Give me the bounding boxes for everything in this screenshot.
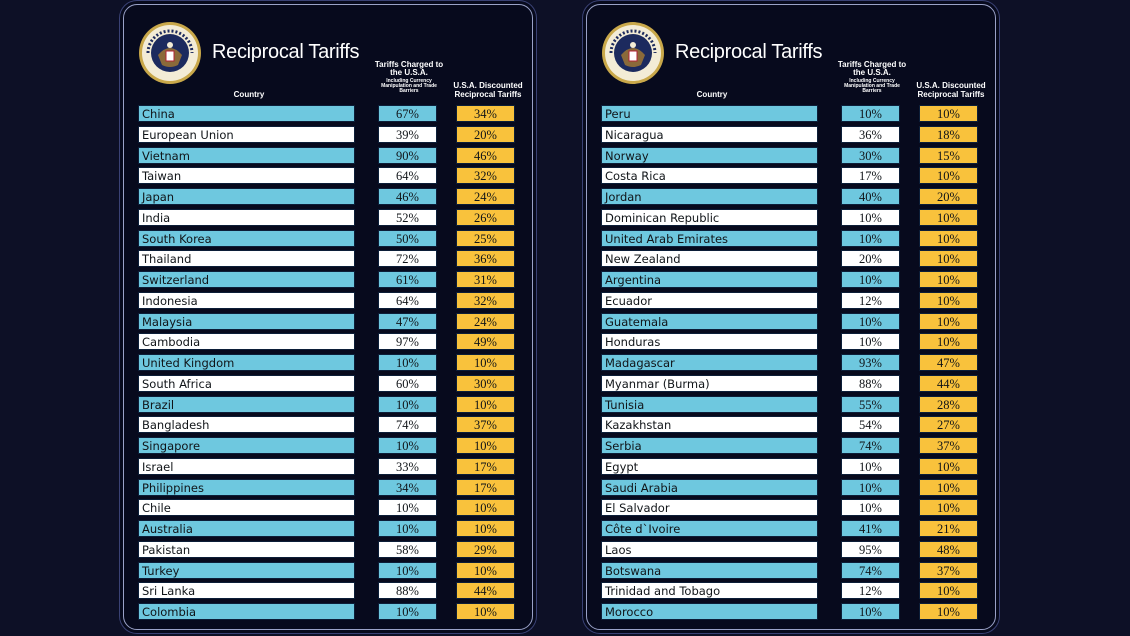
country-cell: Pakistan	[138, 541, 355, 558]
tariff-charged-cell: 10%	[841, 333, 900, 350]
reciprocal-tariff-cell: 31%	[456, 271, 515, 288]
tariff-charged-cell: 54%	[841, 416, 900, 433]
country-cell: China	[138, 105, 355, 122]
column-header-charged-subtitle: Including Currency Manipulation and Trade Barriers	[844, 77, 900, 95]
table-row	[601, 603, 991, 620]
reciprocal-tariff-cell: 21%	[919, 520, 978, 537]
country-cell: South Korea	[138, 230, 355, 247]
reciprocal-tariff-cell: 17%	[456, 479, 515, 496]
country-cell: Nicaragua	[601, 126, 818, 143]
reciprocal-tariff-cell: 10%	[919, 105, 978, 122]
country-cell: Peru	[601, 105, 818, 122]
reciprocal-tariff-cell: 37%	[919, 437, 978, 454]
reciprocal-tariff-cell: 37%	[919, 562, 978, 579]
table-row	[601, 313, 991, 330]
reciprocal-tariff-cell: 28%	[919, 396, 978, 413]
reciprocal-tariff-cell: 47%	[919, 354, 978, 371]
country-cell: Japan	[138, 188, 355, 205]
reciprocal-tariff-cell: 10%	[456, 437, 515, 454]
tariff-charged-cell: 88%	[841, 375, 900, 392]
table-row	[138, 582, 528, 599]
tariff-charged-cell: 10%	[841, 458, 900, 475]
table-row	[138, 126, 528, 143]
column-header-discounted: U.S.A. Discounted Reciprocal Tariffs	[916, 81, 986, 100]
country-cell: Laos	[601, 541, 818, 558]
country-cell: El Salvador	[601, 499, 818, 516]
tariff-charged-cell: 10%	[378, 437, 437, 454]
reciprocal-tariff-cell: 10%	[919, 250, 978, 267]
country-cell: South Africa	[138, 375, 355, 392]
tariff-charged-cell: 10%	[378, 603, 437, 620]
table-row	[138, 167, 528, 184]
column-header-charged	[835, 61, 909, 95]
country-cell: Bangladesh	[138, 416, 355, 433]
table-row	[601, 520, 991, 537]
reciprocal-tariff-cell: 10%	[919, 271, 978, 288]
tariff-table	[601, 105, 991, 624]
presidential-seal-icon	[138, 21, 202, 85]
country-cell: Norway	[601, 147, 818, 164]
reciprocal-tariff-cell: 34%	[456, 105, 515, 122]
column-header-charged-subtitle: Including Currency Manipulation and Trade Barriers	[381, 77, 437, 95]
reciprocal-tariff-cell: 10%	[919, 458, 978, 475]
table-row	[138, 375, 528, 392]
table-row	[601, 292, 991, 309]
table-row	[138, 313, 528, 330]
table-row	[138, 105, 528, 122]
reciprocal-tariff-cell: 29%	[456, 541, 515, 558]
page-title: Reciprocal Tariffs	[675, 41, 823, 63]
tariff-charged-cell: 40%	[841, 188, 900, 205]
column-header-country: Country	[696, 90, 728, 99]
table-row	[601, 354, 991, 371]
tariff-panel-left	[123, 4, 533, 630]
table-row	[601, 105, 991, 122]
country-cell: Malaysia	[138, 313, 355, 330]
reciprocal-tariff-cell: 17%	[456, 458, 515, 475]
tariff-charged-cell: 33%	[378, 458, 437, 475]
reciprocal-tariff-cell: 10%	[919, 603, 978, 620]
country-cell: Cambodia	[138, 333, 355, 350]
table-row	[601, 209, 991, 226]
table-row	[601, 562, 991, 579]
country-cell: Jordan	[601, 188, 818, 205]
country-cell: Serbia	[601, 437, 818, 454]
table-row	[138, 562, 528, 579]
country-cell: Thailand	[138, 250, 355, 267]
country-cell: Trinidad and Tobago	[601, 582, 818, 599]
country-cell: New Zealand	[601, 250, 818, 267]
reciprocal-tariff-cell: 32%	[456, 292, 515, 309]
table-row	[138, 499, 528, 516]
reciprocal-tariff-cell: 46%	[456, 147, 515, 164]
table-row	[138, 188, 528, 205]
reciprocal-tariff-cell: 10%	[919, 230, 978, 247]
tariff-charged-cell: 93%	[841, 354, 900, 371]
tariff-charged-cell: 72%	[378, 250, 437, 267]
table-row	[138, 333, 528, 350]
tariff-charged-cell: 17%	[841, 167, 900, 184]
country-cell: Honduras	[601, 333, 818, 350]
tariff-charged-cell: 10%	[378, 520, 437, 537]
tariff-charged-cell: 97%	[378, 333, 437, 350]
reciprocal-tariff-cell: 24%	[456, 313, 515, 330]
reciprocal-tariff-cell: 10%	[456, 396, 515, 413]
table-row	[601, 333, 991, 350]
country-cell: Brazil	[138, 396, 355, 413]
tariff-charged-cell: 58%	[378, 541, 437, 558]
tariff-charged-cell: 10%	[841, 499, 900, 516]
table-row	[601, 416, 991, 433]
tariff-charged-cell: 39%	[378, 126, 437, 143]
column-header-charged-title: Tariffs Charged to the U.S.A.	[837, 60, 907, 78]
table-row	[138, 209, 528, 226]
tariff-charged-cell: 55%	[841, 396, 900, 413]
country-cell: Turkey	[138, 562, 355, 579]
tariff-charged-cell: 50%	[378, 230, 437, 247]
reciprocal-tariff-cell: 49%	[456, 333, 515, 350]
tariff-charged-cell: 41%	[841, 520, 900, 537]
country-cell: Côte d`Ivoire	[601, 520, 818, 537]
reciprocal-tariff-cell: 26%	[456, 209, 515, 226]
reciprocal-tariff-cell: 10%	[919, 209, 978, 226]
tariff-charged-cell: 10%	[378, 562, 437, 579]
country-cell: Switzerland	[138, 271, 355, 288]
reciprocal-tariff-cell: 10%	[456, 603, 515, 620]
reciprocal-tariff-cell: 10%	[456, 499, 515, 516]
country-cell: Dominican Republic	[601, 209, 818, 226]
table-row	[601, 375, 991, 392]
tariff-charged-cell: 10%	[378, 396, 437, 413]
table-row	[138, 416, 528, 433]
country-cell: Taiwan	[138, 167, 355, 184]
tariff-charged-cell: 10%	[841, 313, 900, 330]
tariff-charged-cell: 47%	[378, 313, 437, 330]
country-cell: Ecuador	[601, 292, 818, 309]
table-row	[138, 354, 528, 371]
country-cell: Sri Lanka	[138, 582, 355, 599]
country-cell: Argentina	[601, 271, 818, 288]
column-header-discounted: U.S.A. Discounted Reciprocal Tariffs	[453, 81, 523, 100]
table-row	[138, 479, 528, 496]
tariff-charged-cell: 12%	[841, 582, 900, 599]
country-cell: Guatemala	[601, 313, 818, 330]
country-cell: United Arab Emirates	[601, 230, 818, 247]
table-row	[601, 437, 991, 454]
reciprocal-tariff-cell: 10%	[456, 354, 515, 371]
tariff-charged-cell: 30%	[841, 147, 900, 164]
table-row	[601, 188, 991, 205]
reciprocal-tariff-cell: 36%	[456, 250, 515, 267]
tariff-charged-cell: 10%	[841, 209, 900, 226]
reciprocal-tariff-cell: 32%	[456, 167, 515, 184]
country-cell: Botswana	[601, 562, 818, 579]
country-cell: Indonesia	[138, 292, 355, 309]
column-header-country: Country	[233, 90, 265, 99]
country-cell: Saudi Arabia	[601, 479, 818, 496]
table-row	[601, 396, 991, 413]
reciprocal-tariff-cell: 10%	[919, 479, 978, 496]
reciprocal-tariff-cell: 27%	[919, 416, 978, 433]
country-cell: United Kingdom	[138, 354, 355, 371]
tariff-charged-cell: 95%	[841, 541, 900, 558]
country-cell: Madagascar	[601, 354, 818, 371]
tariff-charged-cell: 10%	[841, 271, 900, 288]
country-cell: Myanmar (Burma)	[601, 375, 818, 392]
tariff-charged-cell: 36%	[841, 126, 900, 143]
table-row	[601, 271, 991, 288]
country-cell: Egypt	[601, 458, 818, 475]
reciprocal-tariff-cell: 30%	[456, 375, 515, 392]
country-cell: Colombia	[138, 603, 355, 620]
table-row	[138, 541, 528, 558]
reciprocal-tariff-cell: 10%	[456, 520, 515, 537]
reciprocal-tariff-cell: 10%	[919, 313, 978, 330]
table-row	[601, 458, 991, 475]
table-row	[138, 147, 528, 164]
tariff-charged-cell: 74%	[841, 562, 900, 579]
tariff-charged-cell: 20%	[841, 250, 900, 267]
country-cell: Tunisia	[601, 396, 818, 413]
table-row	[601, 250, 991, 267]
tariff-charged-cell: 90%	[378, 147, 437, 164]
tariff-charged-cell: 88%	[378, 582, 437, 599]
tariff-charged-cell: 74%	[378, 416, 437, 433]
tariff-charged-cell: 74%	[841, 437, 900, 454]
tariff-charged-cell: 10%	[841, 603, 900, 620]
table-row	[138, 458, 528, 475]
country-cell: India	[138, 209, 355, 226]
reciprocal-tariff-cell: 10%	[919, 292, 978, 309]
tariff-charged-cell: 64%	[378, 167, 437, 184]
tariff-panel-right	[586, 4, 996, 630]
country-cell: Vietnam	[138, 147, 355, 164]
country-cell: Australia	[138, 520, 355, 537]
reciprocal-tariff-cell: 20%	[919, 188, 978, 205]
table-row	[138, 603, 528, 620]
tariff-charged-cell: 52%	[378, 209, 437, 226]
table-row	[138, 292, 528, 309]
tariff-charged-cell: 10%	[841, 230, 900, 247]
tariff-charged-cell: 10%	[841, 479, 900, 496]
table-row	[601, 479, 991, 496]
table-row	[138, 230, 528, 247]
table-row	[138, 396, 528, 413]
reciprocal-tariff-cell: 10%	[919, 333, 978, 350]
presidential-seal-icon	[601, 21, 665, 85]
reciprocal-tariff-cell: 15%	[919, 147, 978, 164]
tariff-charged-cell: 10%	[378, 499, 437, 516]
tariff-charged-cell: 67%	[378, 105, 437, 122]
reciprocal-tariff-cell: 48%	[919, 541, 978, 558]
reciprocal-tariff-cell: 10%	[919, 582, 978, 599]
reciprocal-tariff-cell: 18%	[919, 126, 978, 143]
tariff-charged-cell: 60%	[378, 375, 437, 392]
reciprocal-tariff-cell: 25%	[456, 230, 515, 247]
tariff-charged-cell: 10%	[841, 105, 900, 122]
tariff-charged-cell: 10%	[378, 354, 437, 371]
page-title: Reciprocal Tariffs	[212, 41, 360, 63]
reciprocal-tariff-cell: 10%	[919, 167, 978, 184]
reciprocal-tariff-cell: 44%	[919, 375, 978, 392]
table-row	[601, 499, 991, 516]
reciprocal-tariff-cell: 24%	[456, 188, 515, 205]
country-cell: Israel	[138, 458, 355, 475]
tariff-charged-cell: 61%	[378, 271, 437, 288]
reciprocal-tariff-cell: 20%	[456, 126, 515, 143]
tariff-charged-cell: 46%	[378, 188, 437, 205]
tariff-charged-cell: 64%	[378, 292, 437, 309]
country-cell: Morocco	[601, 603, 818, 620]
table-row	[138, 271, 528, 288]
tariff-charged-cell: 12%	[841, 292, 900, 309]
column-header-charged	[372, 61, 446, 95]
country-cell: European Union	[138, 126, 355, 143]
table-row	[601, 167, 991, 184]
table-row	[601, 541, 991, 558]
country-cell: Singapore	[138, 437, 355, 454]
table-row	[138, 250, 528, 267]
table-row	[138, 437, 528, 454]
tariff-table	[138, 105, 528, 624]
table-row	[601, 126, 991, 143]
country-cell: Chile	[138, 499, 355, 516]
table-row	[138, 520, 528, 537]
reciprocal-tariff-cell: 10%	[456, 562, 515, 579]
country-cell: Costa Rica	[601, 167, 818, 184]
tariff-charged-cell: 34%	[378, 479, 437, 496]
column-header-charged-title: Tariffs Charged to the U.S.A.	[374, 60, 444, 78]
table-row	[601, 230, 991, 247]
table-row	[601, 582, 991, 599]
reciprocal-tariff-cell: 37%	[456, 416, 515, 433]
table-row	[601, 147, 991, 164]
reciprocal-tariff-cell: 10%	[919, 499, 978, 516]
reciprocal-tariff-cell: 44%	[456, 582, 515, 599]
country-cell: Philippines	[138, 479, 355, 496]
country-cell: Kazakhstan	[601, 416, 818, 433]
